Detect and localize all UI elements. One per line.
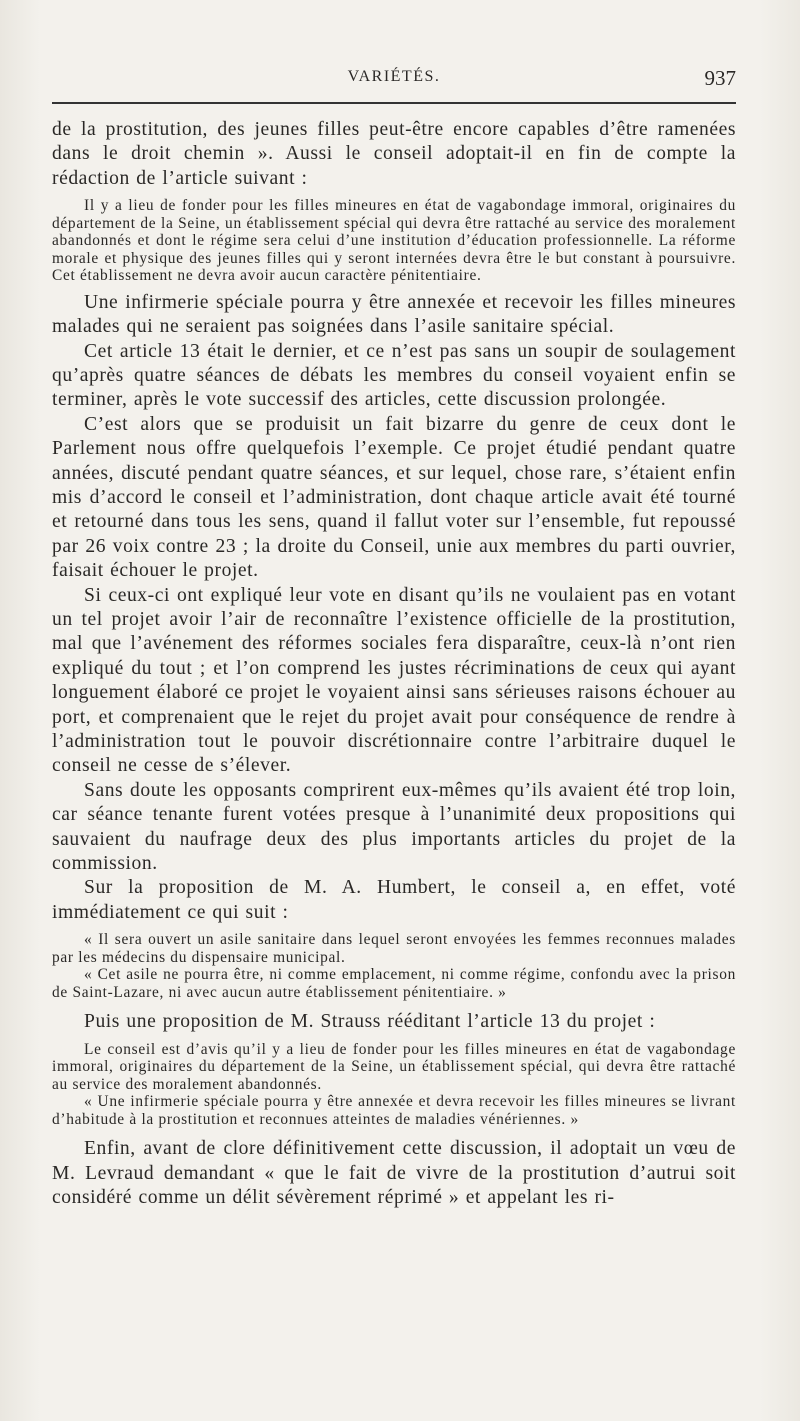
- paragraph-infirmary-clause: Une infirmerie spéciale pourra y être annexée et recevoir les filles mineures malades qui ne seraient pas soignées dans l’asile sanitaire spécial.: [52, 291, 736, 338]
- quoted-strauss-clause-2: « Une infirmerie spéciale pourra y être annexée et devra recevoir les filles mineures se livrant d’habitude à la prostitution et reconnues atteintes de maladies vénériennes. »: [52, 1093, 736, 1128]
- paragraph-humbert-proposal: Sur la proposition de M. A. Humbert, le conseil a, en effet, voté immédiatement ce qui suit :: [52, 877, 736, 923]
- header-rule: [52, 102, 736, 104]
- paragraph-levraud-wish: Enfin, avant de clore définitivement cette discussion, il adoptait un vœu de M. Levraud demandant « que le fait de vivre de la prostitution d’autrui soit considéré comme un délit sévèrement réprimé » et appelant les ri-: [52, 1138, 736, 1208]
- quoted-asylum-clause-2: « Cet asile ne pourra être, ni comme emplacement, ni comme régime, confondu avec la prison de Saint-Lazare, ni avec aucun autre établissement pénitentiaire. »: [52, 966, 736, 1001]
- paragraph-vote-rejected: C’est alors que se produisit un fait bizarre du genre de ceux dont le Parlement nous offre quelquefois l’exemple. Ce projet étudié pendant quatre années, discuté pendant quatre séances, et sur lequel, chose rare, s’étaient enfin mis d’accord le conseil et l’administration, dont chaque article avait été tourné et retourné dans tous les sens, quand il fallut voter sur l’ensemble, fut repoussé par 26 voix contre 23 ; la droite du Conseil, unie aux membres du parti ouvrier, faisait échouer le projet.: [52, 413, 736, 582]
- paragraph-continuation: de la prostitution, des jeunes filles peut-être encore capables d’être ramenées dans le droit chemin ». Aussi le conseil adoptait-il en fin de compte la rédaction de l’article suivant :: [52, 119, 736, 189]
- page-number: 937: [704, 66, 736, 90]
- paragraph-opponents: Sans doute les opposants comprirent eux-mêmes qu’ils avaient été trop loin, car séance tenante furent votées presque à l’unanimité deux propositions qui sauvaient du naufrage deux des plus importants articles du projet de la commission.: [52, 779, 736, 875]
- quoted-asylum-clause-1: « Il sera ouvert un asile sanitaire dans lequel seront envoyées les femmes reconnues malades par les médecins du dispensaire municipal.: [52, 931, 736, 966]
- page-header: [52, 68, 736, 98]
- running-title: VARIÉTÉS.: [347, 68, 441, 85]
- page-text: [52, 118, 736, 1210]
- paragraph-explanations: Si ceux-ci ont expliqué leur vote en disant qu’ils ne voulaient pas en votant un tel projet avoir l’air de reconnaître l’existence officielle de la prostitution, mal que l’avénement des réformes sociales fera disparaître, ceux-là n’ont rien expliqué du tout ; et l’on comprend les justes récriminations de ceux qui ayant longuement élaboré ce projet le voyaient ainsi sans sérieuses raisons échouer au port, et comprenaient que le rejet du projet avait pour conséquence de rendre à l’administration tout le pouvoir discrétionnaire contre l’arbitraire duquel le conseil ne cesse de s’élever.: [52, 584, 736, 777]
- paragraph-last-article: Cet article 13 était le dernier, et ce n’est pas sans un soupir de soulagement qu’après quatre séances de débats les membres du conseil voyaient enfin se terminer, après le vote successif des articles, cette discussion prolongée.: [52, 340, 736, 411]
- quoted-article-13: Il y a lieu de fonder pour les filles mineures en état de vagabondage immoral, originaires du département de la Seine, un établissement spécial qui devra être rattaché au service des moralement abandonnés et dont le régime sera celui d’une institution d’éducation professionnelle. La réforme morale et physique des jeunes filles qui y seront internées devra être le but constant à poursuivre. Cet établissement ne devra avoir aucun caractère pénitentiaire.: [52, 197, 736, 285]
- quoted-strauss-clause-1: Le conseil est d’avis qu’il y a lieu de fonder pour les filles mineures en état de vagabondage immoral, originaires du département de la Seine, un établissement spécial, qui devra être rattaché au service des moralement abandonnés.: [52, 1040, 736, 1093]
- paragraph-strauss-proposal: Puis une proposition de M. Strauss rééditant l’article 13 du projet :: [84, 1011, 656, 1033]
